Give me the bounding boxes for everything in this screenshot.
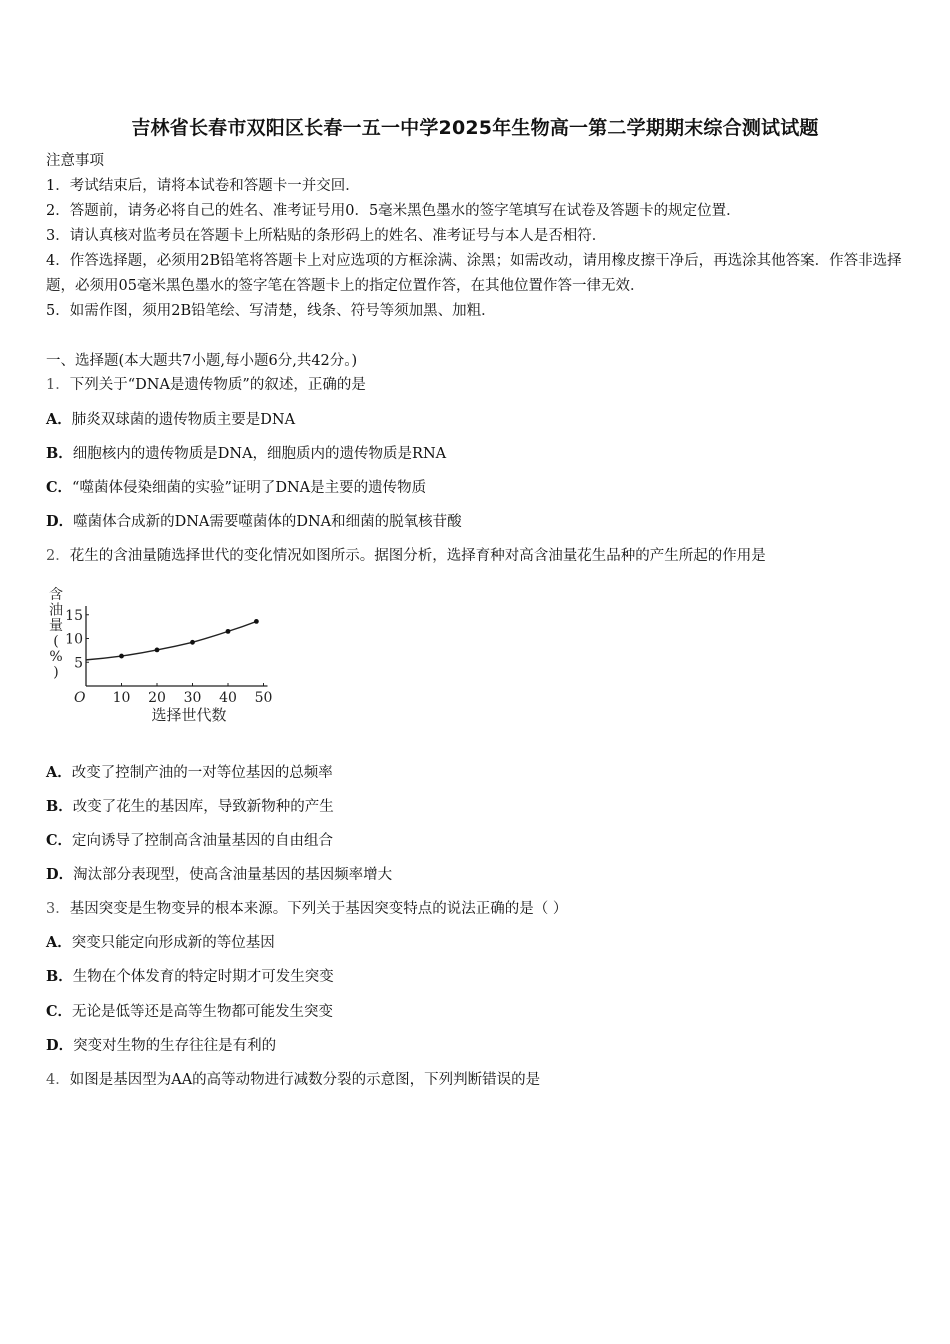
option-text: 肺炎双球菌的遗传物质主要是DNA (71, 412, 296, 428)
option (46, 831, 333, 851)
question-2-stem (46, 546, 766, 566)
option-letter: C． (46, 479, 73, 496)
oil-content-chart (40, 582, 300, 732)
data-point (119, 654, 124, 659)
option-letter: C． (46, 1003, 73, 1020)
option-letter: A． (46, 411, 72, 428)
question-number: 2． (46, 548, 70, 564)
question-3-stem (46, 899, 567, 919)
y-tick-label: 5 (74, 655, 83, 672)
option-text: 噬菌体合成新的DNA需要噬菌体的DNA和细菌的脱氧核苷酸 (73, 514, 462, 530)
notice-item: 5．如需作图，须用2B铅笔绘、写清楚，线条、符号等须加黑、加粗． (46, 303, 496, 319)
question-text: 如图是基因型为AA的高等动物进行减数分裂的示意图，下列判断错误的是 (69, 1072, 541, 1088)
option-text: 无论是低等还是高等生物都可能发生突变 (72, 1004, 334, 1020)
option (46, 763, 333, 783)
y-tick-label: 15 (65, 607, 83, 624)
option-text: 生物在个体发育的特定时期才可发生突变 (72, 969, 334, 985)
option (46, 410, 295, 430)
x-tick-label: 40 (219, 690, 237, 706)
notice-item: 4．作答选择题，必须用2B铅笔将答题卡上对应选项的方框涂满、涂黑；如需改动，请用橡皮擦干净后，再选涂其他答案．作答非选择题，必须用05毫米黑色墨水的签字笔在答题卡上的指定位置作答，在其他位置作答一律无效． (46, 253, 902, 294)
option (46, 933, 275, 953)
option (46, 478, 426, 498)
origin-label: O (74, 690, 86, 706)
option-text: 改变了控制产油的一对等位基因的总频率 (71, 765, 333, 781)
y-axis-label-char: 量 (49, 618, 63, 634)
option-letter: D． (46, 513, 74, 530)
question-4-stem (46, 1070, 540, 1090)
option-text: 淘汰部分表现型，使高含油量基因的基因频率增大 (73, 867, 393, 883)
option-text: 突变对生物的生存往往是有利的 (73, 1038, 277, 1054)
x-tick-label: 30 (183, 690, 202, 706)
option (46, 797, 334, 817)
y-axis-label-char: % (49, 649, 63, 665)
option-text: 定向诱导了控制高含油量基因的自由组合 (72, 833, 334, 849)
option-letter: C． (46, 832, 73, 849)
data-point (226, 629, 231, 634)
question-text: 基因突变是生物变异的根本来源。下列关于基因突变特点的说法正确的是（ ） (69, 901, 568, 917)
question-1-stem (46, 375, 366, 395)
option-letter: B． (46, 968, 73, 985)
y-tick-label: 10 (65, 631, 83, 648)
question-text: 下列关于“DNA是遗传物质”的叙述，正确的是 (69, 377, 366, 393)
data-point (254, 619, 259, 624)
option-text: 改变了花生的基因库，导致新物种的产生 (72, 799, 334, 815)
x-tick-label: 10 (112, 690, 131, 706)
option-text: 突变只能定向形成新的等位基因 (71, 935, 275, 951)
option (46, 1002, 333, 1022)
data-point (155, 648, 160, 653)
option-letter: A． (46, 764, 72, 781)
option (46, 444, 446, 464)
notice-item: 3．请认真核对监考员在答题卡上所粘贴的条形码上的姓名、准考证号与本人是否相符． (46, 228, 607, 244)
x-tick-label: 20 (148, 690, 166, 706)
option-text: “噬菌体侵染细菌的实验”证明了DNA是主要的遗传物质 (72, 480, 427, 496)
option-text: 细胞核内的遗传物质是DNA，细胞质内的遗传物质是RNA (72, 446, 447, 462)
notice-item: 2．答题前，请务必将自己的姓名、准考证号用0．5毫米黑色墨水的签字笔填写在试卷及答题卡的规定位置． (46, 203, 741, 219)
question-text: 花生的含油量随选择世代的变化情况如图所示。据图分析，选择育种对高含油量花生品种的产生所起的作用是 (69, 548, 766, 564)
notice-heading: 注意事项 (46, 153, 104, 169)
notice-item: 1．考试结束后，请将本试卷和答题卡一并交回． (46, 178, 360, 194)
y-axis-label-char: 含 (49, 587, 63, 603)
option (46, 512, 462, 532)
x-tick-label: 50 (254, 690, 273, 706)
y-axis-label-char: ( (53, 633, 59, 650)
question-number: 4． (46, 1072, 70, 1088)
y-axis-label-char: 油 (49, 602, 63, 619)
y-axis-label-char: ) (53, 664, 59, 681)
section-heading: 一、选择题(本大题共7小题,每小题6分,共42分。) (46, 353, 358, 369)
option-letter: D． (46, 866, 74, 883)
data-point (190, 640, 195, 645)
option-letter: A． (46, 934, 72, 951)
series-line (86, 621, 256, 659)
question-number: 1． (46, 377, 70, 393)
question-number: 3． (46, 901, 70, 917)
page-title: 吉林省长春市双阳区长春一五一中学2025年生物高一第二学期期末综合测试试题 (131, 117, 819, 139)
option-letter: B． (46, 445, 73, 462)
option-letter: B． (46, 798, 73, 815)
x-axis-label: 选择世代数 (151, 706, 227, 724)
option-letter: D． (46, 1037, 74, 1054)
option (46, 1036, 276, 1056)
option (46, 967, 334, 987)
option (46, 865, 392, 885)
